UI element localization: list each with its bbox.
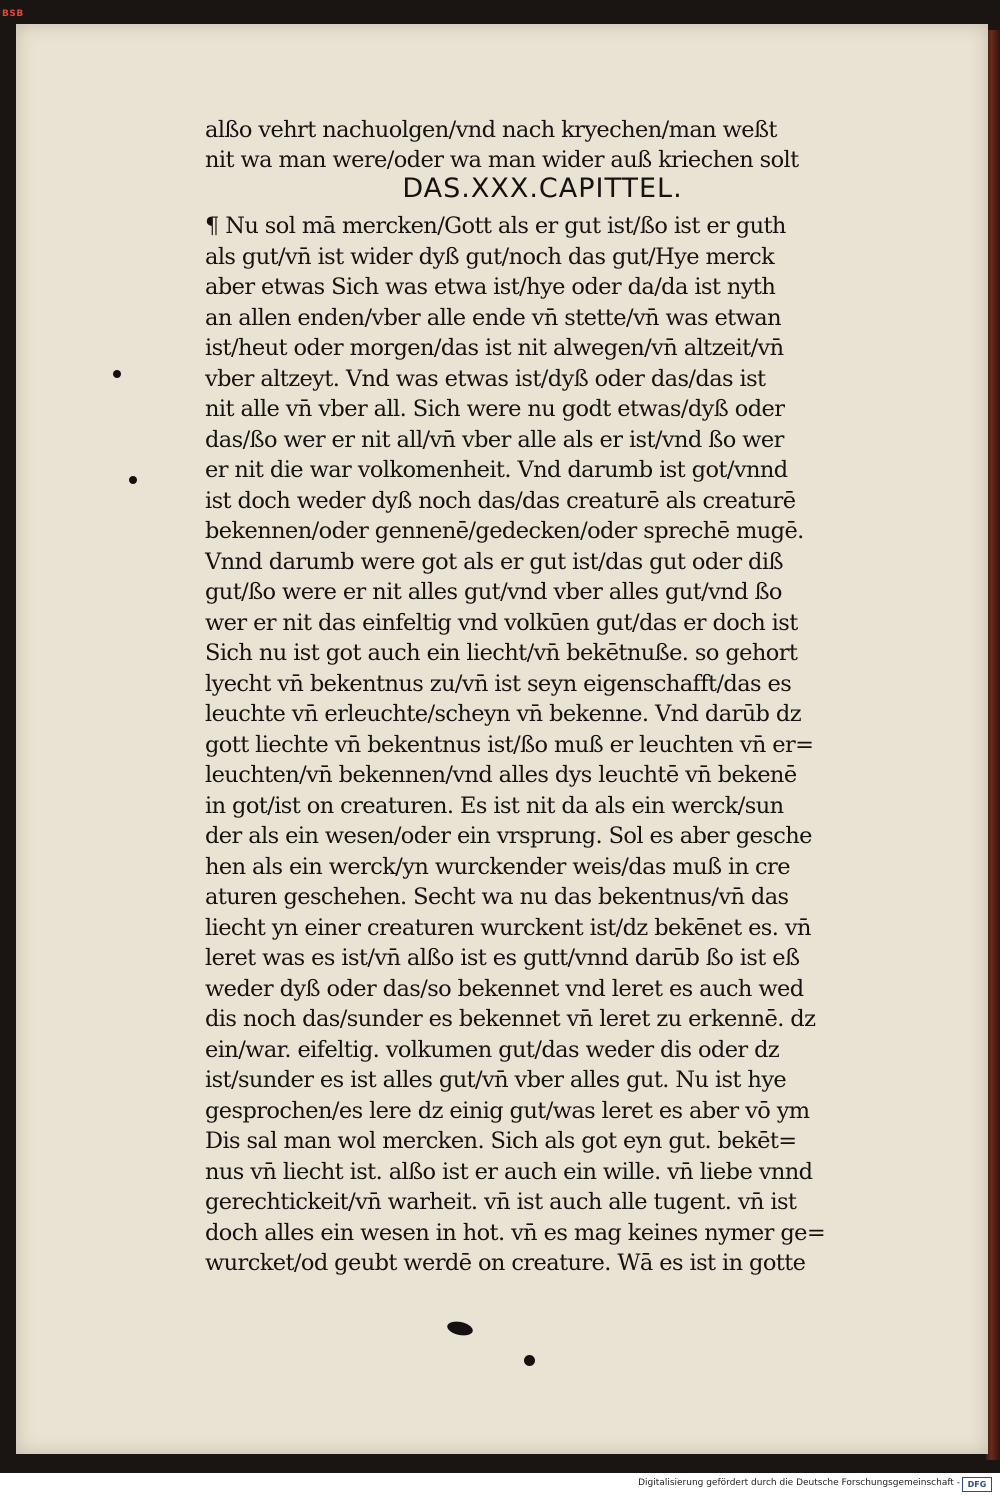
body-line: wurcket/od geubt werdē on creature. Wā es ist in gotte xyxy=(205,1250,806,1276)
body-line: nit alle vn̄ vber all. Sich were nu godt etwas/dyß oder xyxy=(205,396,785,422)
body-line: gesprochen/es lere dz einig gut/was leret es aber vō ym xyxy=(205,1098,810,1124)
ink-spot xyxy=(524,1355,535,1366)
body-line: ist/sunder es ist alles gut/vn̄ vber alles gut. Nu ist hye xyxy=(205,1067,787,1093)
body-line: liecht yn einer creaturen wurckent ist/dz bekēnet es. vn̄ xyxy=(205,915,811,941)
body-line: der als ein wesen/oder ein vrsprung. Sol es aber gesche xyxy=(205,823,812,849)
body-line: an allen enden/vber alle ende vn̄ stette/vn̄ was etwan xyxy=(205,305,781,331)
preamble-line: alßo vehrt nachuolgen/vnd nach kryechen/man weßt xyxy=(205,117,777,143)
body-line: in got/ist on creaturen. Es ist nit da als ein werck/sun xyxy=(205,793,784,819)
book-spine-edge xyxy=(986,30,1000,1460)
ink-spot xyxy=(129,476,137,484)
footer-credit: Digitalisierung gefördert durch die Deutsche Forschungsgemeinschaft - xyxy=(638,1478,960,1488)
ink-spot xyxy=(113,370,121,378)
library-mark: BSB xyxy=(2,9,24,19)
body-line: vber altzeyt. Vnd was etwas ist/dyß oder das/das ist xyxy=(205,366,766,392)
dfg-logo: DFG xyxy=(962,1477,992,1492)
body-line: weder dyß oder das/so bekennet vnd leret es auch wed xyxy=(205,976,804,1002)
body-line: ein/war. eifeltig. volkumen gut/das weder dis oder dz xyxy=(205,1037,780,1063)
body-line: hen als ein werck/yn wurckender weis/das muß in cre xyxy=(205,854,790,880)
body-line: aber etwas Sich was etwa ist/hye oder da/da ist nyth xyxy=(205,274,776,300)
body-line: ist/heut oder morgen/das ist nit alwegen/vn̄ altzeit/vn̄ xyxy=(205,335,784,361)
body-line: lyecht vn̄ bekentnus zu/vn̄ ist seyn eigenschafft/das es xyxy=(205,671,792,697)
body-line: Dis sal man wol mercken. Sich als got eyn gut. bekēt= xyxy=(205,1128,797,1154)
body-line: aturen geschehen. Secht wa nu das bekentnus/vn̄ das xyxy=(205,884,789,910)
preamble-line: nit wa man were/oder wa man wider auß kriechen solt xyxy=(205,147,799,173)
body-line: er nit die war volkomenheit. Vnd darumb ist got/vnnd xyxy=(205,457,788,483)
body-line: Sich nu ist got auch ein liecht/vn̄ bekētnuße. so gehort xyxy=(205,640,798,666)
body-line: nus vn̄ liecht ist. alßo ist er auch ein wille. vn̄ liebe vnnd xyxy=(205,1159,813,1185)
body-line: leuchte vn̄ erleuchte/scheyn vn̄ bekenne. Vnd darūb dz xyxy=(205,701,801,727)
body-line: doch alles ein wesen in hot. vn̄ es mag keines nymer ge= xyxy=(205,1220,826,1246)
footer-bar xyxy=(0,1473,1000,1495)
body-line: ¶ Nu sol mā mercken/Gott als er gut ist/ßo ist er guth xyxy=(205,213,786,239)
body-line: Vnnd darumb were got als er gut ist/das gut oder diß xyxy=(205,549,783,575)
body-line: gut/ßo were er nit alles gut/vnd vber alles gut/vnd ßo xyxy=(205,579,782,605)
body-line: ist doch weder dyß noch das/das creaturē als creaturē xyxy=(205,488,796,514)
body-line: das/ßo wer er nit all/vn̄ vber alle als er ist/vnd ßo wer xyxy=(205,427,784,453)
body-line: gott liechte vn̄ bekentnus ist/ßo muß er leuchten vn̄ er= xyxy=(205,732,814,758)
body-line: wer er nit das einfeltig vnd volkūen gut/das er doch ist xyxy=(205,610,798,636)
body-line: leuchten/vn̄ bekennen/vnd alles dys leuchtē vn̄ bekenē xyxy=(205,762,797,788)
body-line: als gut/vn̄ ist wider dyß gut/noch das gut/Hye merck xyxy=(205,244,775,270)
body-line: gerechtickeit/vn̄ warheit. vn̄ ist auch alle tugent. vn̄ ist xyxy=(205,1189,797,1215)
body-line: leret was es ist/vn̄ alßo ist es gutt/vnnd darūb ßo ist eß xyxy=(205,945,800,971)
body-line: dis noch das/sunder es bekennet vn̄ leret zu erkennē. dz xyxy=(205,1006,816,1032)
body-line: bekennen/oder gennenē/gedecken/oder sprechē mugē. xyxy=(205,518,804,544)
chapter-heading: DAS.XXX.CAPITTEL. xyxy=(402,173,683,204)
